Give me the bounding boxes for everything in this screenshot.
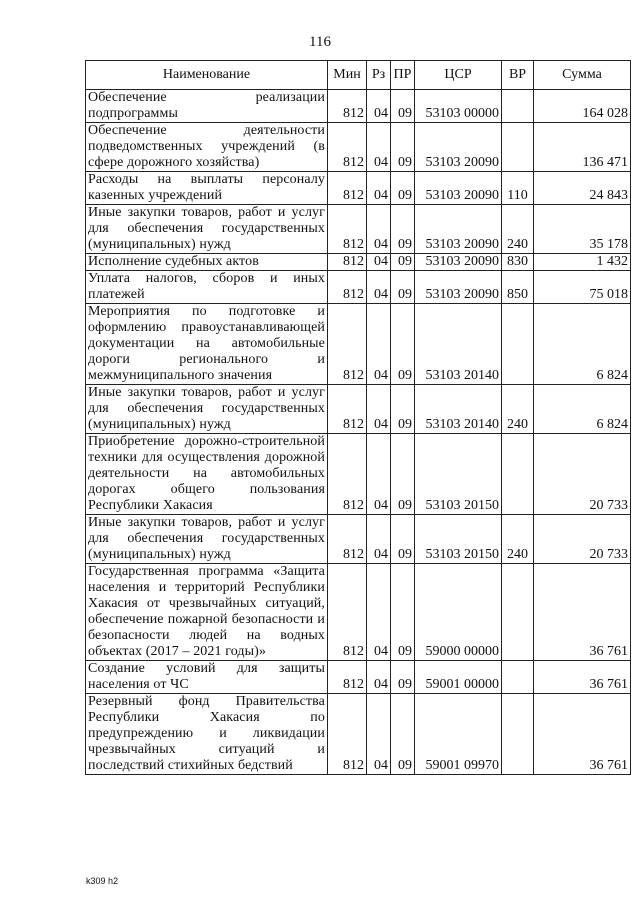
footer-code: k309 h2 [86, 876, 119, 886]
cell-vr [502, 661, 534, 694]
table-row [86, 694, 631, 775]
cell-rz: 04 [367, 515, 391, 564]
cell-min: 812 [328, 564, 367, 661]
cell-rz: 04 [367, 694, 391, 775]
cell-min: 812 [328, 304, 367, 385]
cell-vr [502, 694, 534, 775]
table-body [86, 90, 631, 775]
cell-vr [502, 90, 534, 123]
cell-sum: 24 843 [534, 172, 631, 205]
table-row [86, 90, 631, 123]
cell-csr: 59001 09970 [415, 694, 502, 775]
cell-csr: 53103 20140 [415, 304, 502, 385]
cell-name: Исполнение судебных актов [86, 254, 328, 271]
cell-rz: 04 [367, 172, 391, 205]
cell-csr: 59000 00000 [415, 564, 502, 661]
cell-vr [502, 123, 534, 172]
cell-vr: 240 [502, 515, 534, 564]
page-number: 116 [309, 34, 331, 50]
cell-name: Обеспечение реализации подпрограммы [86, 90, 328, 123]
cell-csr: 53103 20090 [415, 205, 502, 254]
cell-rz: 04 [367, 254, 391, 271]
table-row [86, 434, 631, 515]
cell-min: 812 [328, 205, 367, 254]
cell-csr: 53103 20090 [415, 172, 502, 205]
cell-rz: 04 [367, 434, 391, 515]
header-pr: ПР [391, 61, 415, 90]
cell-rz: 04 [367, 205, 391, 254]
cell-csr: 53103 00000 [415, 90, 502, 123]
cell-sum: 75 018 [534, 271, 631, 304]
cell-pr: 09 [391, 90, 415, 123]
table-row [86, 205, 631, 254]
cell-sum: 20 733 [534, 434, 631, 515]
cell-name: Государственная программа «Защита населения и территорий Республики Хакасия от чрезвычайных ситуаций, обеспечение пожарной безопасности и безопасности людей на водных объектах (2017 – 2021 годы)» [86, 564, 328, 661]
cell-pr: 09 [391, 515, 415, 564]
header-rz: Рз [367, 61, 391, 90]
cell-rz: 04 [367, 304, 391, 385]
cell-pr: 09 [391, 304, 415, 385]
table-row [86, 123, 631, 172]
header-min: Мин [328, 61, 367, 90]
cell-csr: 53103 20090 [415, 271, 502, 304]
table-row [86, 661, 631, 694]
cell-rz: 04 [367, 90, 391, 123]
cell-sum: 1 432 [534, 254, 631, 271]
header-csr: ЦСР [415, 61, 502, 90]
table-row [86, 564, 631, 661]
cell-min: 812 [328, 90, 367, 123]
cell-name: Мероприятия по подготовке и оформлению правоустанавливающей документации на автомобильные дороги регионального и межмуниципального значения [86, 304, 328, 385]
cell-min: 812 [328, 123, 367, 172]
cell-sum: 6 824 [534, 385, 631, 434]
cell-vr: 850 [502, 271, 534, 304]
cell-sum: 164 028 [534, 90, 631, 123]
table-row [86, 304, 631, 385]
cell-vr [502, 304, 534, 385]
cell-csr: 59001 00000 [415, 661, 502, 694]
header-name: Наименование [86, 61, 328, 90]
cell-rz: 04 [367, 385, 391, 434]
cell-pr: 09 [391, 271, 415, 304]
cell-rz: 04 [367, 123, 391, 172]
cell-min: 812 [328, 254, 367, 271]
cell-sum: 36 761 [534, 661, 631, 694]
cell-sum: 36 761 [534, 694, 631, 775]
cell-min: 812 [328, 515, 367, 564]
cell-name: Иные закупки товаров, работ и услуг для обеспечения государственных (муниципальных) нужд [86, 205, 328, 254]
cell-pr: 09 [391, 385, 415, 434]
cell-pr: 09 [391, 564, 415, 661]
cell-sum: 136 471 [534, 123, 631, 172]
cell-min: 812 [328, 434, 367, 515]
cell-name: Расходы на выплаты персоналу казенных учреждений [86, 172, 328, 205]
cell-min: 812 [328, 172, 367, 205]
cell-sum: 6 824 [534, 304, 631, 385]
header-sum: Сумма [534, 61, 631, 90]
cell-pr: 09 [391, 205, 415, 254]
cell-pr: 09 [391, 123, 415, 172]
cell-vr: 830 [502, 254, 534, 271]
cell-pr: 09 [391, 434, 415, 515]
cell-pr: 09 [391, 661, 415, 694]
cell-name: Иные закупки товаров, работ и услуг для обеспечения государственных (муниципальных) нужд [86, 385, 328, 434]
cell-vr: 240 [502, 385, 534, 434]
cell-pr: 09 [391, 254, 415, 271]
cell-vr [502, 564, 534, 661]
cell-sum: 35 178 [534, 205, 631, 254]
cell-vr: 110 [502, 172, 534, 205]
table-row [86, 172, 631, 205]
budget-table [85, 60, 631, 775]
cell-csr: 53103 20090 [415, 123, 502, 172]
table-header-row [86, 61, 631, 90]
cell-sum: 20 733 [534, 515, 631, 564]
cell-name: Создание условий для защиты населения от ЧС [86, 661, 328, 694]
table-row [86, 271, 631, 304]
table-row [86, 515, 631, 564]
cell-name: Обеспечение деятельности подведомственных учреждений (в сфере дорожного хозяйства) [86, 123, 328, 172]
header-vr: ВР [502, 61, 534, 90]
cell-rz: 04 [367, 661, 391, 694]
cell-csr: 53103 20150 [415, 515, 502, 564]
cell-csr: 53103 20150 [415, 434, 502, 515]
cell-name: Приобретение дорожно-строительной техники для осуществления дорожной деятельности на автомобильных дорогах общего пользования Республики Хакасия [86, 434, 328, 515]
cell-min: 812 [328, 385, 367, 434]
cell-name: Иные закупки товаров, работ и услуг для обеспечения государственных (муниципальных) нужд [86, 515, 328, 564]
table-row [86, 254, 631, 271]
cell-pr: 09 [391, 694, 415, 775]
cell-csr: 53103 20090 [415, 254, 502, 271]
cell-rz: 04 [367, 564, 391, 661]
cell-vr: 240 [502, 205, 534, 254]
cell-sum: 36 761 [534, 564, 631, 661]
cell-pr: 09 [391, 172, 415, 205]
cell-name: Резервный фонд Правительства Республики Хакасия по предупреждению и ликвидации чрезвычайных ситуаций и последствий стихийных бедствий [86, 694, 328, 775]
cell-rz: 04 [367, 271, 391, 304]
cell-min: 812 [328, 661, 367, 694]
cell-min: 812 [328, 694, 367, 775]
table-row [86, 385, 631, 434]
cell-csr: 53103 20140 [415, 385, 502, 434]
cell-name: Уплата налогов, сборов и иных платежей [86, 271, 328, 304]
cell-vr [502, 434, 534, 515]
cell-min: 812 [328, 271, 367, 304]
